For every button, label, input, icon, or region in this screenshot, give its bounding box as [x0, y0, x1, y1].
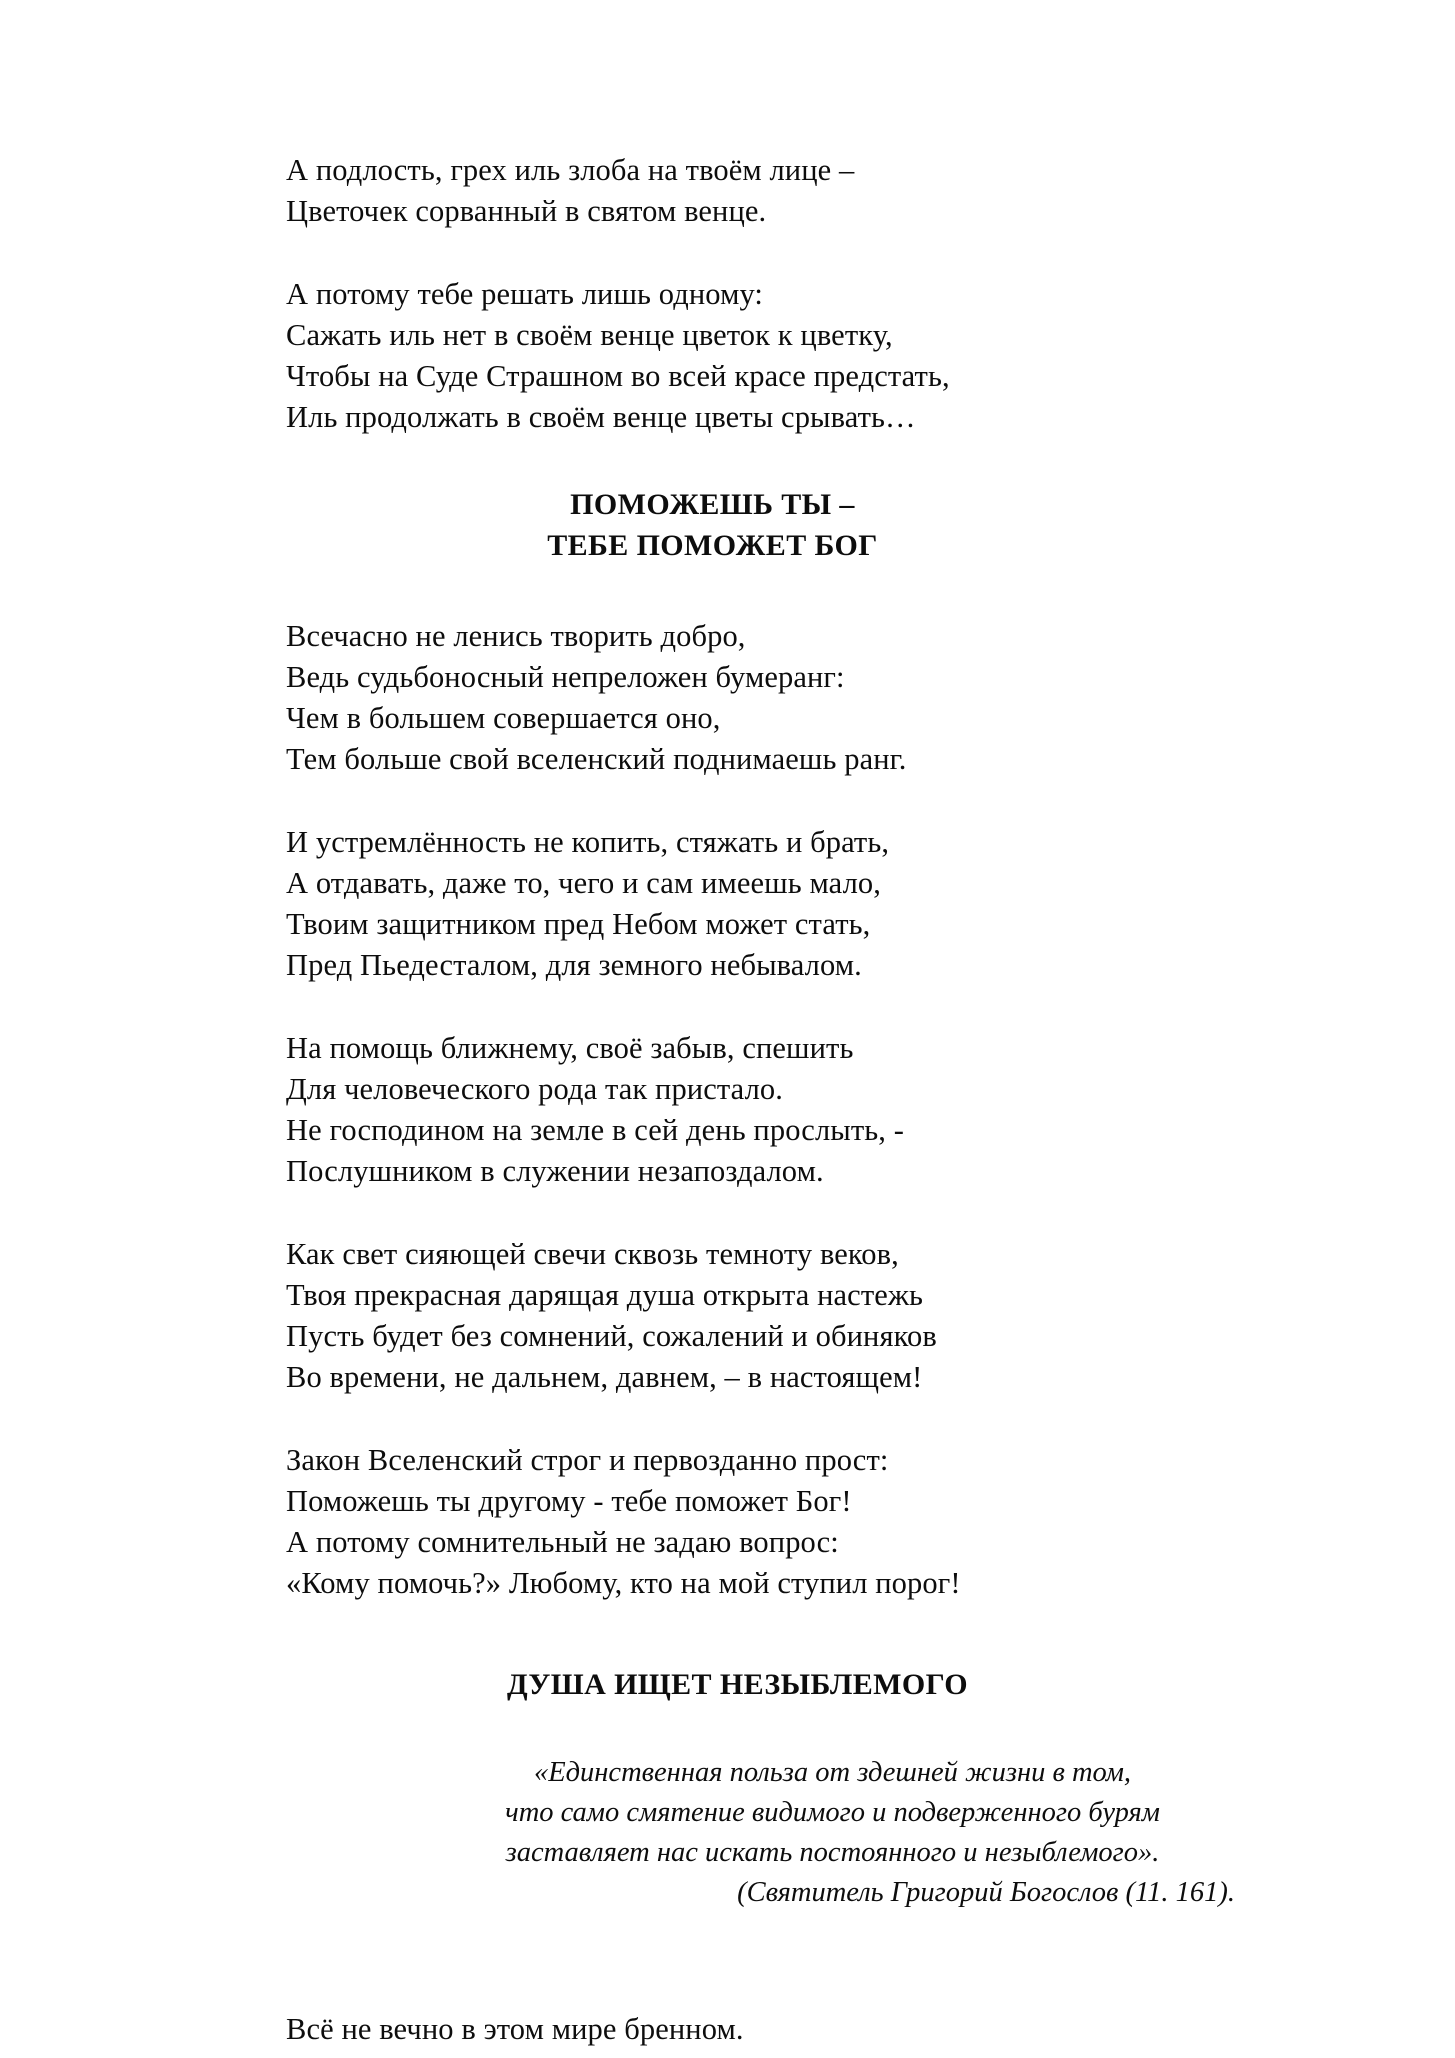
poem1-stanza-2	[250, 822, 1265, 986]
closing-stanza	[250, 2009, 1265, 2050]
poem-line: Ведь судьбоносный непреложен бумеранг:	[286, 660, 845, 694]
poem-line: Чтобы на Суде Страшном во всей красе предстать,	[286, 359, 950, 393]
poem-line: Не господином на земле в сей день прослыть, -	[286, 1113, 904, 1147]
poem-line: Для человеческого рода так пристало.	[286, 1072, 783, 1106]
epigraph-attribution: (Святитель Григорий Богослов (11. 161).	[737, 1877, 1235, 1908]
poem1-stanza-5	[250, 1440, 1265, 1604]
poem-line: Пусть будет без сомнений, сожалений и обиняков	[286, 1319, 937, 1353]
poem1-stanza-4	[250, 1234, 1265, 1398]
opening-stanza	[250, 150, 1265, 232]
poem-line: А потому тебе решать лишь одному:	[286, 277, 763, 311]
poem-line: Твоя прекрасная дарящая душа открыта настежь	[286, 1278, 924, 1312]
poem-line: Иль продолжать в своём венце цветы срывать…	[286, 400, 916, 434]
poem-title-2	[250, 1664, 1265, 1705]
poem-line: Цветочек сорванный в святом венце.	[286, 194, 767, 228]
poem-line: Пред Пьедесталом, для земного небывалом.	[286, 948, 862, 982]
poem-title-1-line1: ПОМОЖЕШЬ ТЫ –	[570, 488, 855, 521]
epigraph-block	[250, 1753, 1265, 1913]
poem-line: Закон Вселенский строг и первозданно прост:	[286, 1443, 889, 1477]
poem-line: Твоим защитником пред Небом может стать,	[286, 907, 871, 941]
poem-line: Чем в большем совершается оно,	[286, 701, 721, 735]
epigraph-line: «Единственная польза от здешней жизни в том,	[533, 1757, 1132, 1788]
poem-line: Тем больше свой вселенский поднимаешь ранг.	[286, 742, 907, 776]
poem-line: Послушником в служении незапоздалом.	[286, 1154, 824, 1188]
poem-line: «Кому помочь?» Любому, кто на мой ступил порог!	[286, 1566, 961, 1600]
second-stanza	[250, 274, 1265, 438]
epigraph-line: заставляет нас искать постоянного и незыблемого».	[505, 1837, 1160, 1868]
poem-line: А отдавать, даже то, чего и сам имеешь мало,	[286, 866, 881, 900]
poem-title-1	[250, 484, 1265, 566]
poem1-stanza-3	[250, 1028, 1265, 1192]
poem-title-2-line1: ДУША ИЩЕТ НЕЗЫБЛЕМОГО	[506, 1668, 969, 1701]
poem-line: Как свет сияющей свечи сквозь темноту веков,	[286, 1237, 899, 1271]
poem-line: Сажать иль нет в своём венце цветок к цветку,	[286, 318, 893, 352]
poem-line: А подлость, грех иль злоба на твоём лице –	[286, 153, 855, 187]
poem-line: На помощь ближнему, своё забыв, спешить	[286, 1031, 854, 1065]
poem1-stanza-1	[250, 616, 1265, 780]
poem-line: Всечасно не ленись творить добро,	[286, 619, 746, 653]
poem-line: Всё не вечно в этом мире бренном.	[286, 2012, 744, 2046]
poem-line: Во времени, не дальнем, давнем, – в настоящем!	[286, 1360, 923, 1394]
poem-title-1-line2: ТЕБЕ ПОМОЖЕТ БОГ	[547, 529, 878, 562]
poem-line: И устремлённость не копить, стяжать и брать,	[286, 825, 890, 859]
poem-line: А потому сомнительный не задаю вопрос:	[286, 1525, 839, 1559]
poem-line: Поможешь ты другому - тебе поможет Бог!	[286, 1484, 852, 1518]
epigraph-line: что само смятение видимого и подверженного бурям	[505, 1797, 1160, 1828]
